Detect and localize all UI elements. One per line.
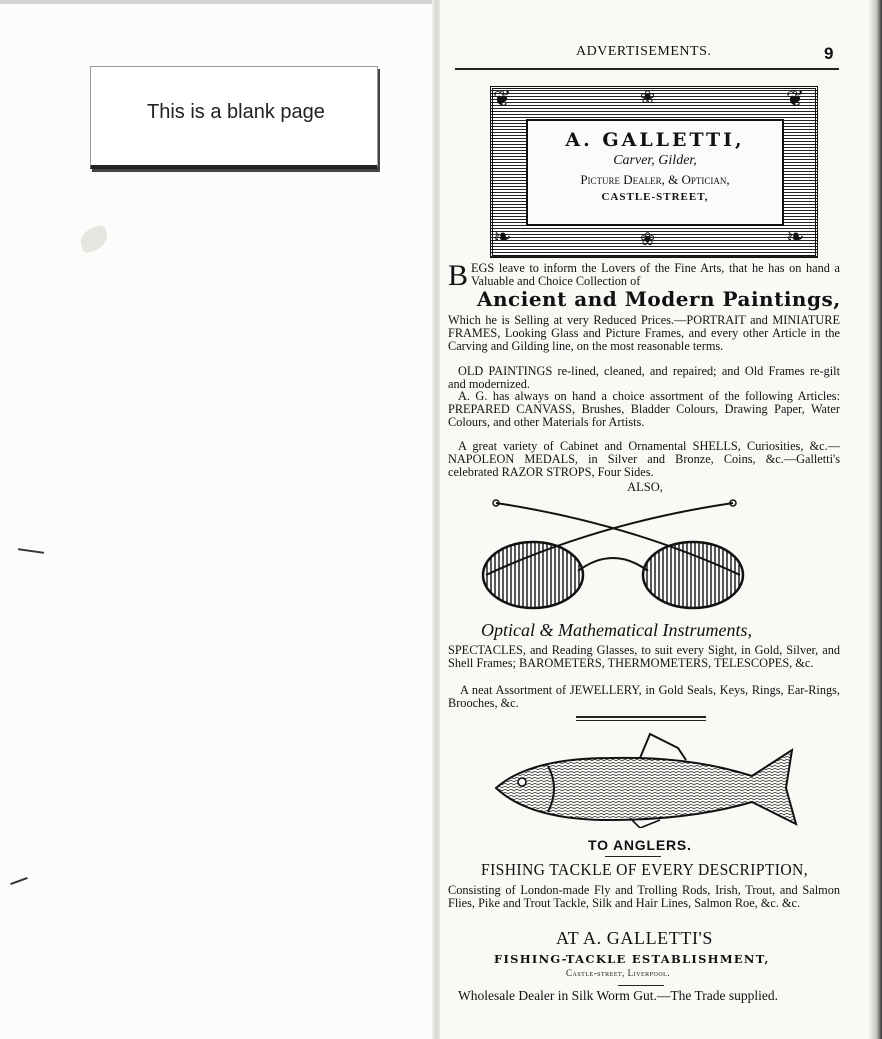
paragraph-frames: Which he is Selling at very Reduced Prices.—PORTRAIT and MINIATURE FRAMES, Looking Glass and Picture Frames, and every other Article in the Carving and Gilding line, on the most reasonable terms. bbox=[448, 313, 840, 353]
page-number: 9 bbox=[824, 44, 834, 63]
frame-top-ornament: ❀ bbox=[640, 87, 656, 107]
paragraph-old-paintings: OLD PAINTINGS re-lined, cleaned, and repaired; and Old Frames re-gilt and modernized. bbox=[448, 364, 840, 391]
running-head: ADVERTISEMENTS. bbox=[576, 44, 712, 59]
fish-illustration bbox=[490, 728, 800, 828]
frame-scroll-ornament: ❧ bbox=[786, 224, 805, 249]
dorsal-fin bbox=[640, 734, 686, 760]
wholesale-line: Wholesale Dealer in Silk Worm Gut.—The Trade supplied. bbox=[458, 988, 778, 1003]
margin-mark bbox=[10, 877, 28, 885]
short-rule bbox=[605, 856, 661, 857]
margin-mark bbox=[18, 548, 44, 554]
left-lens bbox=[483, 542, 583, 608]
paragraph-jewellery: A neat Assortment of JEWELLERY, in Gold Seals, Keys, Rings, Ear-Rings, Brooches, &c. bbox=[448, 683, 840, 710]
establishment-heading: FISHING-TACKLE ESTABLISHMENT, bbox=[494, 952, 770, 966]
right-page-edge bbox=[868, 0, 882, 1039]
paragraph-curiosities: A great variety of Cabinet and Ornamental SHELLS, Curiosities, &c.—NAPOLEON MEDALS, in Silver and Bronze, Coins, &c.—Galletti's celebrated RAZOR STROPS, Four Sides. bbox=[448, 439, 840, 479]
paragraph-artist-materials: A. G. has always on hand a choice assortment of the following Articles: PREPARED CANVASS, Brushes, Bladder Colours, Drawing Paper, Water Colours, and other Materials for Artists. bbox=[448, 389, 840, 429]
spectacles-illustration bbox=[478, 493, 748, 615]
blank-page-note bbox=[90, 66, 378, 169]
frame-scroll-ornament: ❧ bbox=[493, 224, 512, 249]
drop-cap: B bbox=[448, 259, 469, 292]
paragraph-spectacles: SPECTACLES, and Reading Glasses, to suit every Sight, in Gold, Silver, and Shell Frames; BAROMETERS, THERMOMETERS, TELESCOPES, &c. bbox=[448, 643, 840, 670]
paragraph-fishing-tackle: Consisting of London-made Fly and Trolling Rods, Irish, Trout, and Salmon Flies, Pike and Trout Tackle, Silk and Hair Lines, Salmon Roe, &c. &c. bbox=[448, 883, 840, 910]
shop-address: CASTLE-STREET, bbox=[601, 191, 709, 203]
short-rule bbox=[618, 985, 664, 986]
header-rule bbox=[455, 68, 839, 70]
paper-stain bbox=[77, 224, 111, 254]
frame-panel bbox=[526, 119, 784, 226]
anglers-heading: TO ANGLERS. bbox=[588, 837, 692, 853]
paintings-heading: Ancient and Modern Paintings, bbox=[477, 287, 841, 311]
intro-text: EGS leave to inform the Lovers of the Fine Arts, that he has on hand a Valuable and Choice Collection of bbox=[471, 261, 840, 288]
fish-eye bbox=[518, 778, 526, 786]
left-page-edge-shadow bbox=[0, 0, 440, 4]
fishing-tackle-heading: FISHING TACKLE OF EVERY DESCRIPTION, bbox=[481, 860, 808, 879]
also-label: ALSO, bbox=[627, 480, 663, 494]
divider-rule bbox=[576, 716, 706, 718]
shop-trade-line: Carver, Gilder, bbox=[613, 153, 697, 168]
frame-bottom-ornament: ❀ bbox=[640, 229, 656, 249]
divider-rule bbox=[576, 720, 706, 721]
address-line: Castle-street, Liverpool. bbox=[566, 968, 671, 978]
frame-scroll-ornament: ❦ bbox=[493, 86, 512, 111]
left-page bbox=[0, 0, 440, 1039]
frame-scroll-ornament: ❦ bbox=[786, 86, 805, 111]
right-lens bbox=[643, 542, 743, 608]
at-galletti-heading: AT A. GALLETTI'S bbox=[556, 928, 714, 948]
fish-body bbox=[496, 750, 796, 824]
shop-trade-line-2: Picture Dealer, & Optician, bbox=[580, 172, 730, 187]
shop-name: A. GALLETTI, bbox=[565, 129, 745, 151]
optical-heading: Optical & Mathematical Instruments, bbox=[481, 620, 752, 640]
intro-paragraph bbox=[448, 259, 840, 292]
blank-page-note-text: This is a blank page bbox=[147, 101, 325, 123]
bridge bbox=[578, 558, 648, 571]
